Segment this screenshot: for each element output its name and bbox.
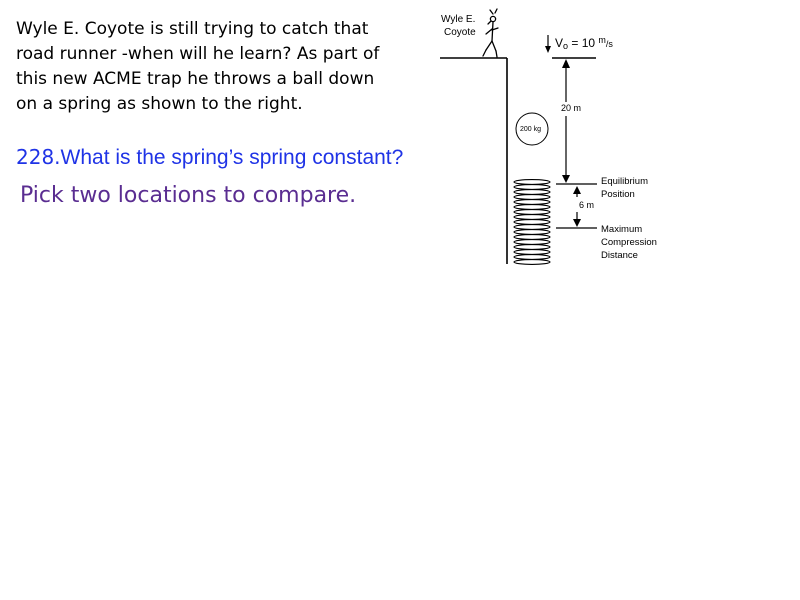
cliff bbox=[440, 58, 507, 264]
velocity-unit-m: m bbox=[598, 35, 606, 45]
max-compression-label-line3: Distance bbox=[601, 250, 638, 261]
fall-distance-arrow bbox=[562, 59, 570, 183]
velocity-arrow bbox=[545, 35, 551, 53]
coyote-label-line2: Coyote bbox=[444, 27, 476, 38]
question-text: What is the spring’s spring constant? bbox=[60, 146, 404, 169]
equilibrium-label-line2: Position bbox=[601, 189, 635, 200]
coyote-label-line1: Wyle E. bbox=[441, 14, 476, 25]
max-compression-label-line1: Maximum bbox=[601, 224, 643, 235]
question-number: 228. bbox=[16, 145, 61, 169]
problem-statement: Wyle E. Coyote is still trying to catch that road runner -when will he learn? As part of this new ACME trap he throws a ball down on a spring as shown to the right. bbox=[16, 19, 380, 114]
equilibrium-label-line1: Equilibrium bbox=[601, 176, 648, 187]
velocity-value: = 10 bbox=[568, 36, 599, 50]
velocity-symbol: V bbox=[555, 36, 564, 50]
velocity-unit-s: /s bbox=[605, 39, 613, 49]
compression-label: 6 m bbox=[579, 200, 595, 210]
spring bbox=[514, 180, 550, 265]
velocity-label bbox=[555, 35, 613, 51]
coyote-figure-icon bbox=[483, 9, 498, 57]
velocity-subscript: o bbox=[563, 41, 569, 51]
ball-mass-label: 200 kg bbox=[520, 126, 542, 133]
fall-distance-label: 20 m bbox=[561, 103, 582, 113]
hint-text: Pick two locations to compare. bbox=[20, 183, 357, 208]
max-compression-label-line2: Compression bbox=[601, 237, 657, 248]
